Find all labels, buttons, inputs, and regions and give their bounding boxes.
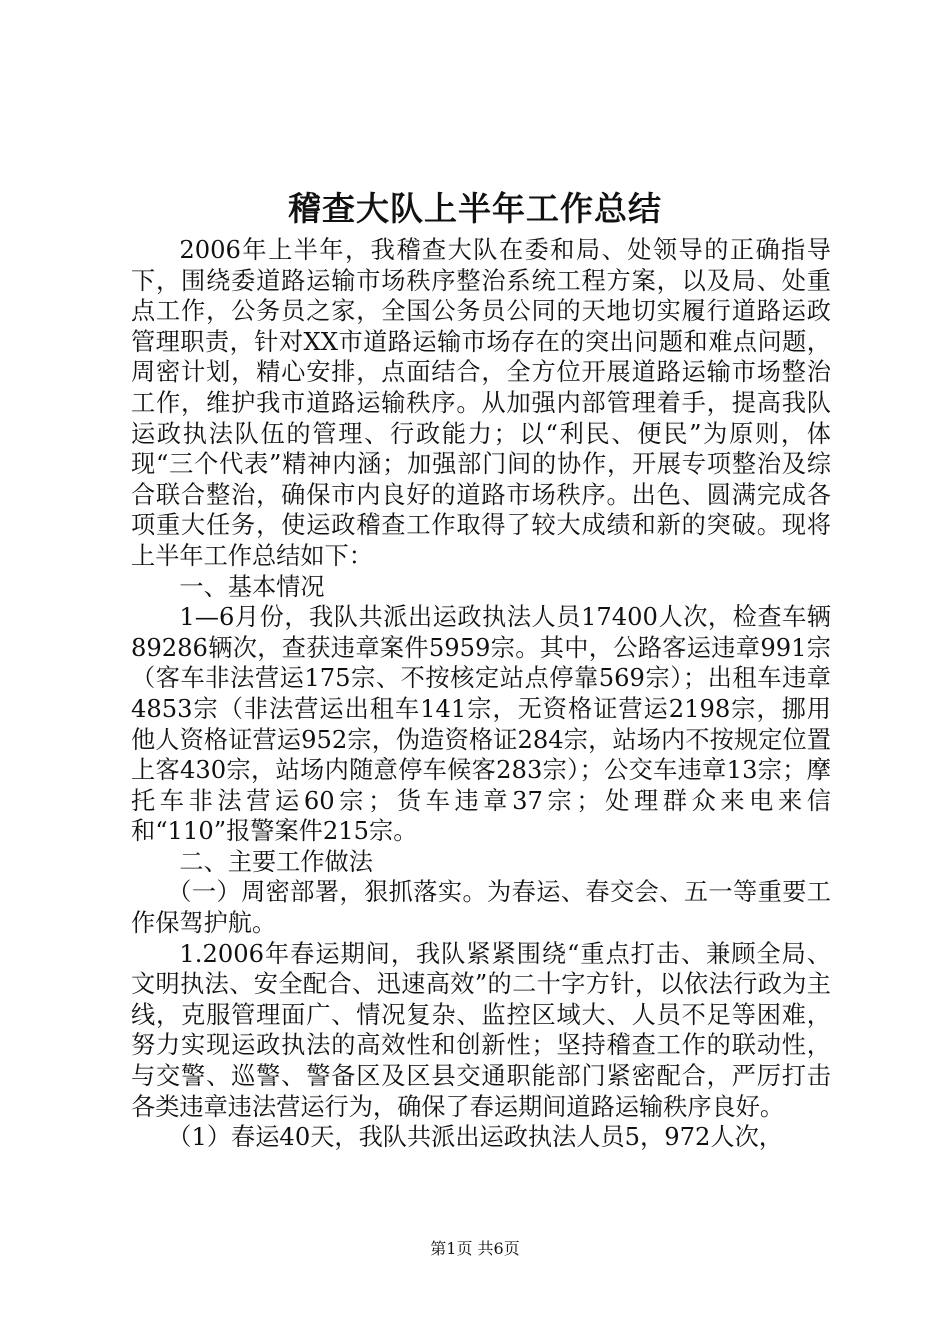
document-title: 稽查大队上半年工作总结: [288, 189, 662, 228]
paragraph-spring-transport: 1.2006年春运期间，我队紧紧围绕“重点打击、兼顾全局、文明执法、安全配合、迅速高效”的二十字方针，以依法行政为主线，克服管理面广、情况复杂、监控区域大、人员不足等困难，努力实现运政执法的高效性和创新性；坚持稽查工作的联动性，与交警、巡警、警备区及区县交通职能部门紧密配合，严厉打击各类违章违法营运行为，确保了春运期间道路运输秩序良好。: [131, 939, 831, 1121]
paragraph-intro: 2006年上半年，我稽查大队在委和局、处领导的正确指导下，围绕委道路运输市场秩序整治系统工程方案，以及局、处重点工作，公务员之家，全国公务员公同的天地切实履行道路运政管理职责，针对XX市道路运输市场存在的突出问题和难点问题，周密计划，精心安排，点面结合，全方位开展道路运输市场整治工作，维护我市道路运输秩序。从加强内部管理着手，提高我队运政执法队伍的管理、行政能力；以“利民、便民”为原则，体现“三个代表”精神内涵；加强部门间的协作，开展专项整治及综合联合整治，确保市内良好的道路市场秩序。出色、圆满完成各项重大任务，使运政稽查工作取得了较大成绩和新的突破。现将上半年工作总结如下：: [131, 236, 831, 570]
paragraph-spring-stats: （1）春运40天，我队共派出运政执法人员5，972人次，: [167, 1123, 783, 1152]
document-body: [131, 235, 831, 1153]
section-heading-methods: 二、主要工作做法: [179, 847, 373, 876]
section-heading-basic: 一、基本情况: [179, 572, 325, 601]
subsection-heading-1: （一）周密部署，狠抓落实。为春运、春交会、五一等重要工作保驾护航。: [131, 878, 831, 938]
paragraph-basic-stats: 1—6月份，我队共派出运政执法人员17400人次，检查车辆89286辆次，查获违章案件5959宗。其中，公路客运违章991宗（客车非法营运175宗、不按核定站点停靠569宗）；出租车违章4853宗（非法营运出租车141宗，无资格证营运2198宗，挪用他人资格证营运952宗，伪造资格证284宗，站场内不按规定位置上客430宗，站场内随意停车候客283宗）；公交车违章13宗；摩托车非法营运60宗；货车违章37宗；处理群众来电来信和“110”报警案件215宗。: [131, 603, 831, 846]
page-number: 第1页 共6页: [430, 1239, 520, 1258]
